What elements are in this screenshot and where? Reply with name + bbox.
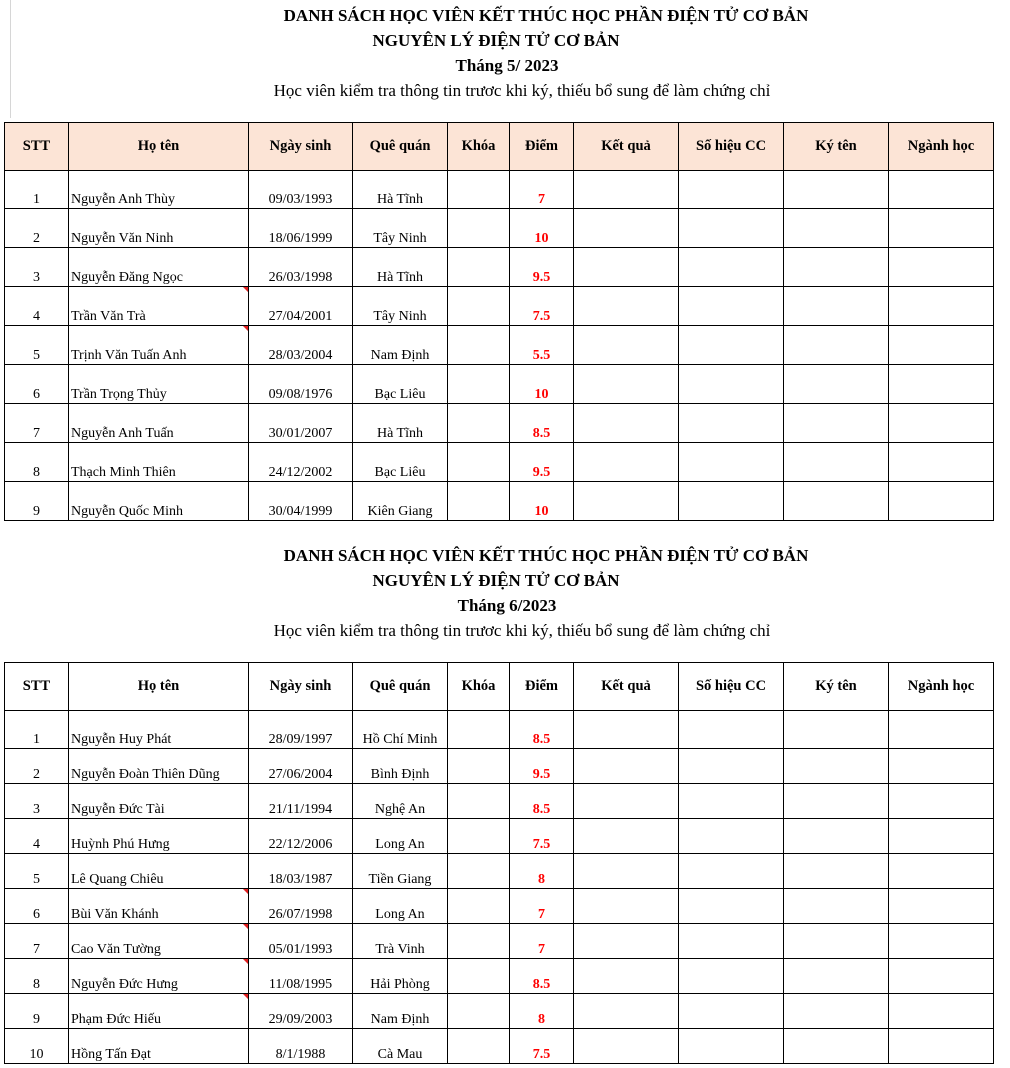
table-row xyxy=(5,404,994,443)
cell-score[interactable]: 10 xyxy=(510,365,574,404)
cell-stt[interactable]: 8 xyxy=(5,959,69,994)
cell-cert-number[interactable] xyxy=(679,889,784,924)
cell-cert-number[interactable] xyxy=(679,924,784,959)
table-row xyxy=(5,443,994,482)
cell-signature[interactable] xyxy=(784,287,889,326)
cell-cert-number[interactable] xyxy=(679,749,784,784)
cell-hometown[interactable]: Long An xyxy=(353,819,448,854)
cell-dob[interactable]: 22/12/2006 xyxy=(249,819,353,854)
comment-marker-icon[interactable] xyxy=(243,326,248,331)
cell-course[interactable] xyxy=(448,959,510,994)
col-header-name[interactable]: Họ tên xyxy=(69,123,249,171)
cell-stt[interactable]: 7 xyxy=(5,924,69,959)
cell-signature[interactable] xyxy=(784,924,889,959)
comment-marker-icon[interactable] xyxy=(243,994,248,999)
cell-hometown[interactable]: Bạc Liêu xyxy=(353,365,448,404)
cell-result[interactable] xyxy=(574,924,679,959)
cell-course[interactable] xyxy=(448,994,510,1029)
cell-result[interactable] xyxy=(574,749,679,784)
cell-cert-number[interactable] xyxy=(679,209,784,248)
cell-result[interactable] xyxy=(574,171,679,209)
cell-signature[interactable] xyxy=(784,994,889,1029)
cell-signature[interactable] xyxy=(784,711,889,749)
section-title: DANH SÁCH HỌC VIÊN KẾT THÚC HỌC PHẦN ĐIỆN TỬ CƠ BẢN xyxy=(283,546,809,565)
cell-stt[interactable]: 6 xyxy=(5,889,69,924)
section-month: Tháng 6/2023 xyxy=(457,596,557,615)
cell-major[interactable] xyxy=(889,443,994,482)
cell-score[interactable]: 7 xyxy=(510,171,574,209)
cell-hometown[interactable]: Nghệ An xyxy=(353,784,448,819)
table-row xyxy=(5,959,994,994)
cell-hometown[interactable]: Tiền Giang xyxy=(353,854,448,889)
cell-result[interactable] xyxy=(574,287,679,326)
cell-dob[interactable]: 05/01/1993 xyxy=(249,924,353,959)
cell-signature[interactable] xyxy=(784,209,889,248)
cell-cert-number[interactable] xyxy=(679,287,784,326)
section-note: Học viên kiểm tra thông tin trươc khi ký, thiếu bổ sung để làm chứng chỉ xyxy=(273,81,771,100)
cell-dob[interactable]: 26/07/1998 xyxy=(249,889,353,924)
cell-hometown[interactable]: Hải Phòng xyxy=(353,959,448,994)
cell-name[interactable]: Lê Quang Chiêu xyxy=(69,854,249,889)
cell-stt[interactable]: 6 xyxy=(5,365,69,404)
cell-signature[interactable] xyxy=(784,784,889,819)
cell-dob[interactable]: 30/04/1999 xyxy=(249,482,353,521)
cell-cert-number[interactable] xyxy=(679,248,784,287)
table-row xyxy=(5,784,994,819)
cell-name[interactable]: Nguyễn Đăng Ngọc xyxy=(69,248,249,287)
col-header-cert-number[interactable]: Số hiệu CC xyxy=(679,123,784,171)
cell-dob[interactable]: 28/03/2004 xyxy=(249,326,353,365)
cell-major[interactable] xyxy=(889,482,994,521)
cell-signature[interactable] xyxy=(784,404,889,443)
table-row xyxy=(5,854,994,889)
cell-signature[interactable] xyxy=(784,889,889,924)
comment-marker-icon[interactable] xyxy=(243,889,248,894)
cell-hometown[interactable]: Hà Tĩnh xyxy=(353,248,448,287)
cell-dob[interactable]: 24/12/2002 xyxy=(249,443,353,482)
cell-hometown[interactable]: Hồ Chí Minh xyxy=(353,711,448,749)
cell-hometown[interactable]: Cà Mau xyxy=(353,1029,448,1064)
table-row xyxy=(5,749,994,784)
cell-cert-number[interactable] xyxy=(679,959,784,994)
cell-score[interactable]: 10 xyxy=(510,482,574,521)
cell-hometown[interactable]: Tây Ninh xyxy=(353,209,448,248)
cell-result[interactable] xyxy=(574,248,679,287)
cell-course[interactable] xyxy=(448,287,510,326)
cell-stt[interactable]: 4 xyxy=(5,287,69,326)
col-header-cert-number[interactable]: Số hiệu CC xyxy=(679,663,784,711)
cell-major[interactable] xyxy=(889,889,994,924)
cell-hometown[interactable]: Nam Định xyxy=(353,994,448,1029)
table-row xyxy=(5,1029,994,1064)
cell-result[interactable] xyxy=(574,404,679,443)
col-header-stt[interactable]: STT xyxy=(5,123,69,171)
cell-hometown[interactable]: Kiên Giang xyxy=(353,482,448,521)
col-header-stt[interactable]: STT xyxy=(5,663,69,711)
cell-dob[interactable]: 09/08/1976 xyxy=(249,365,353,404)
cell-course[interactable] xyxy=(448,889,510,924)
cell-dob[interactable]: 29/09/2003 xyxy=(249,994,353,1029)
cell-score[interactable]: 8 xyxy=(510,854,574,889)
cell-major[interactable] xyxy=(889,959,994,994)
cell-hometown[interactable]: Tây Ninh xyxy=(353,287,448,326)
table-row xyxy=(5,711,994,749)
cell-course[interactable] xyxy=(448,365,510,404)
cell-course[interactable] xyxy=(448,784,510,819)
col-header-hometown[interactable]: Quê quán xyxy=(353,123,448,171)
cell-stt[interactable]: 9 xyxy=(5,482,69,521)
comment-marker-icon[interactable] xyxy=(243,959,248,964)
table-header-row xyxy=(5,663,994,711)
cell-name[interactable]: Trịnh Văn Tuấn Anh xyxy=(69,326,249,365)
col-header-hometown[interactable]: Quê quán xyxy=(353,663,448,711)
cell-course[interactable] xyxy=(448,924,510,959)
cell-signature[interactable] xyxy=(784,482,889,521)
cell-result[interactable] xyxy=(574,784,679,819)
cell-stt[interactable]: 1 xyxy=(5,171,69,209)
cell-signature[interactable] xyxy=(784,854,889,889)
cell-course[interactable] xyxy=(448,819,510,854)
cell-score[interactable]: 7.5 xyxy=(510,1029,574,1064)
cell-cert-number[interactable] xyxy=(679,482,784,521)
cell-course[interactable] xyxy=(448,171,510,209)
cell-hometown[interactable]: Bạc Liêu xyxy=(353,443,448,482)
cell-name[interactable]: Nguyễn Đoàn Thiên Dũng xyxy=(69,749,249,784)
col-header-dob[interactable]: Ngày sinh xyxy=(249,123,353,171)
cell-result[interactable] xyxy=(574,482,679,521)
cell-major[interactable] xyxy=(889,404,994,443)
cell-course[interactable] xyxy=(448,326,510,365)
table-row xyxy=(5,994,994,1029)
cell-major[interactable] xyxy=(889,749,994,784)
cell-result[interactable] xyxy=(574,443,679,482)
cell-cert-number[interactable] xyxy=(679,711,784,749)
cell-course[interactable] xyxy=(448,1029,510,1064)
cell-signature[interactable] xyxy=(784,443,889,482)
cell-score[interactable]: 9.5 xyxy=(510,248,574,287)
col-header-dob[interactable]: Ngày sinh xyxy=(249,663,353,711)
cell-cert-number[interactable] xyxy=(679,404,784,443)
cell-name[interactable]: Hồng Tấn Đạt xyxy=(69,1029,249,1064)
table-row xyxy=(5,365,994,404)
col-header-signature[interactable]: Ký tên xyxy=(784,663,889,711)
cell-stt[interactable]: 1 xyxy=(5,711,69,749)
cell-cert-number[interactable] xyxy=(679,854,784,889)
cell-result[interactable] xyxy=(574,959,679,994)
cell-cert-number[interactable] xyxy=(679,326,784,365)
cell-hometown[interactable]: Hà Tĩnh xyxy=(353,404,448,443)
cell-hometown[interactable]: Hà Tĩnh xyxy=(353,171,448,209)
cell-signature[interactable] xyxy=(784,819,889,854)
cell-cert-number[interactable] xyxy=(679,365,784,404)
table-row xyxy=(5,287,994,326)
cell-name[interactable]: Nguyễn Quốc Minh xyxy=(69,482,249,521)
section-subtitle: NGUYÊN LÝ ĐIỆN TỬ CƠ BẢN xyxy=(372,31,620,50)
cell-name[interactable]: Nguyễn Anh Thùy xyxy=(69,171,249,209)
cell-stt[interactable]: 4 xyxy=(5,819,69,854)
col-header-major[interactable]: Ngành học xyxy=(889,663,994,711)
cell-name[interactable]: Nguyễn Văn Ninh xyxy=(69,209,249,248)
cell-cert-number[interactable] xyxy=(679,819,784,854)
cell-major[interactable] xyxy=(889,854,994,889)
cell-result[interactable] xyxy=(574,209,679,248)
cell-dob[interactable]: 30/01/2007 xyxy=(249,404,353,443)
cell-name[interactable]: Trần Văn Trà xyxy=(69,287,249,326)
cell-dob[interactable]: 18/03/1987 xyxy=(249,854,353,889)
cell-stt[interactable]: 3 xyxy=(5,248,69,287)
table-row xyxy=(5,209,994,248)
cell-cert-number[interactable] xyxy=(679,784,784,819)
cell-score[interactable]: 5.5 xyxy=(510,326,574,365)
cell-name[interactable]: Thạch Minh Thiên xyxy=(69,443,249,482)
cell-dob[interactable]: 09/03/1993 xyxy=(249,171,353,209)
cell-signature[interactable] xyxy=(784,1029,889,1064)
table-row xyxy=(5,924,994,959)
cell-cert-number[interactable] xyxy=(679,1029,784,1064)
cell-cert-number[interactable] xyxy=(679,171,784,209)
cell-score[interactable]: 7.5 xyxy=(510,287,574,326)
cell-name[interactable]: Nguyễn Anh Tuấn xyxy=(69,404,249,443)
comment-marker-icon[interactable] xyxy=(243,924,248,929)
cell-dob[interactable]: 26/03/1998 xyxy=(249,248,353,287)
cell-score[interactable]: 8.5 xyxy=(510,959,574,994)
cell-stt[interactable]: 2 xyxy=(5,749,69,784)
cell-course[interactable] xyxy=(448,248,510,287)
cell-course[interactable] xyxy=(448,854,510,889)
col-header-course[interactable]: Khóa xyxy=(448,663,510,711)
cell-dob[interactable]: 11/08/1995 xyxy=(249,959,353,994)
cell-score[interactable]: 9.5 xyxy=(510,749,574,784)
col-header-course[interactable]: Khóa xyxy=(448,123,510,171)
cell-stt[interactable]: 7 xyxy=(5,404,69,443)
cell-stt[interactable]: 2 xyxy=(5,209,69,248)
col-header-name[interactable]: Họ tên xyxy=(69,663,249,711)
cell-course[interactable] xyxy=(448,711,510,749)
cell-signature[interactable] xyxy=(784,248,889,287)
cell-hometown[interactable]: Nam Định xyxy=(353,326,448,365)
cell-major[interactable] xyxy=(889,1029,994,1064)
cell-result[interactable] xyxy=(574,994,679,1029)
cell-signature[interactable] xyxy=(784,326,889,365)
cell-major[interactable] xyxy=(889,994,994,1029)
section-subtitle: NGUYÊN LÝ ĐIỆN TỬ CƠ BẢN xyxy=(372,571,620,590)
table-row xyxy=(5,171,994,209)
cell-name[interactable]: Cao Văn Tường xyxy=(69,924,249,959)
cell-name[interactable]: Nguyễn Huy Phát xyxy=(69,711,249,749)
cell-course[interactable] xyxy=(448,404,510,443)
cell-hometown[interactable]: Trà Vinh xyxy=(353,924,448,959)
cell-dob[interactable]: 27/04/2001 xyxy=(249,287,353,326)
col-header-result[interactable]: Kết quả xyxy=(574,663,679,711)
table-row xyxy=(5,248,994,287)
cell-stt[interactable]: 5 xyxy=(5,854,69,889)
cell-name[interactable]: Nguyễn Đức Hưng xyxy=(69,959,249,994)
comment-marker-icon[interactable] xyxy=(243,287,248,292)
cell-course[interactable] xyxy=(448,482,510,521)
table-row xyxy=(5,326,994,365)
cell-dob[interactable]: 28/09/1997 xyxy=(249,711,353,749)
cell-course[interactable] xyxy=(448,209,510,248)
cell-signature[interactable] xyxy=(784,959,889,994)
cell-major[interactable] xyxy=(889,819,994,854)
cell-dob[interactable]: 18/06/1999 xyxy=(249,209,353,248)
cell-score[interactable]: 7 xyxy=(510,924,574,959)
cell-hometown[interactable]: Long An xyxy=(353,889,448,924)
cell-signature[interactable] xyxy=(784,365,889,404)
cell-major[interactable] xyxy=(889,171,994,209)
section-note: Học viên kiểm tra thông tin trươc khi ký, thiếu bổ sung để làm chứng chỉ xyxy=(273,621,771,640)
cell-result[interactable] xyxy=(574,711,679,749)
cell-major[interactable] xyxy=(889,326,994,365)
cell-name[interactable]: Trần Trọng Thủy xyxy=(69,365,249,404)
cell-result[interactable] xyxy=(574,365,679,404)
cell-stt[interactable]: 8 xyxy=(5,443,69,482)
cell-major[interactable] xyxy=(889,248,994,287)
cell-score[interactable]: 8.5 xyxy=(510,784,574,819)
cell-major[interactable] xyxy=(889,711,994,749)
cell-dob[interactable]: 27/06/2004 xyxy=(249,749,353,784)
student-table-may xyxy=(4,122,994,521)
cell-score[interactable]: 10 xyxy=(510,209,574,248)
cell-major[interactable] xyxy=(889,924,994,959)
cell-cert-number[interactable] xyxy=(679,443,784,482)
section-title: DANH SÁCH HỌC VIÊN KẾT THÚC HỌC PHẦN ĐIỆN TỬ CƠ BẢN xyxy=(283,6,809,25)
cell-stt[interactable]: 9 xyxy=(5,994,69,1029)
table-row xyxy=(5,889,994,924)
cell-major[interactable] xyxy=(889,784,994,819)
section-month: Tháng 5/ 2023 xyxy=(455,56,559,75)
cell-result[interactable] xyxy=(574,819,679,854)
cell-stt[interactable]: 3 xyxy=(5,784,69,819)
cell-course[interactable] xyxy=(448,749,510,784)
table-row xyxy=(5,819,994,854)
cell-name[interactable]: Huỳnh Phú Hưng xyxy=(69,819,249,854)
table-row xyxy=(5,482,994,521)
cell-dob[interactable]: 21/11/1994 xyxy=(249,784,353,819)
col-header-signature[interactable]: Ký tên xyxy=(784,123,889,171)
cell-score[interactable]: 8 xyxy=(510,994,574,1029)
cell-signature[interactable] xyxy=(784,171,889,209)
cell-course[interactable] xyxy=(448,443,510,482)
student-table-june xyxy=(4,662,994,1064)
cell-score[interactable]: 7.5 xyxy=(510,819,574,854)
cell-hometown[interactable]: Bình Định xyxy=(353,749,448,784)
cell-result[interactable] xyxy=(574,1029,679,1064)
cell-result[interactable] xyxy=(574,326,679,365)
cell-cert-number[interactable] xyxy=(679,994,784,1029)
table-header-row xyxy=(5,123,994,171)
cell-name[interactable]: Nguyễn Đức Tài xyxy=(69,784,249,819)
cell-score[interactable]: 9.5 xyxy=(510,443,574,482)
cell-result[interactable] xyxy=(574,889,679,924)
cell-score[interactable]: 8.5 xyxy=(510,711,574,749)
col-header-score[interactable]: Điểm xyxy=(510,123,574,171)
cell-name[interactable]: Phạm Đức Hiếu xyxy=(69,994,249,1029)
col-header-major[interactable]: Ngành học xyxy=(889,123,994,171)
cell-major[interactable] xyxy=(889,209,994,248)
cell-signature[interactable] xyxy=(784,749,889,784)
cell-name[interactable]: Bùi Văn Khánh xyxy=(69,889,249,924)
cell-result[interactable] xyxy=(574,854,679,889)
cell-major[interactable] xyxy=(889,365,994,404)
cell-stt[interactable]: 10 xyxy=(5,1029,69,1064)
col-header-result[interactable]: Kết quả xyxy=(574,123,679,171)
cell-score[interactable]: 8.5 xyxy=(510,404,574,443)
cell-score[interactable]: 7 xyxy=(510,889,574,924)
cell-stt[interactable]: 5 xyxy=(5,326,69,365)
cell-major[interactable] xyxy=(889,287,994,326)
cell-dob[interactable]: 8/1/1988 xyxy=(249,1029,353,1064)
col-header-score[interactable]: Điểm xyxy=(510,663,574,711)
